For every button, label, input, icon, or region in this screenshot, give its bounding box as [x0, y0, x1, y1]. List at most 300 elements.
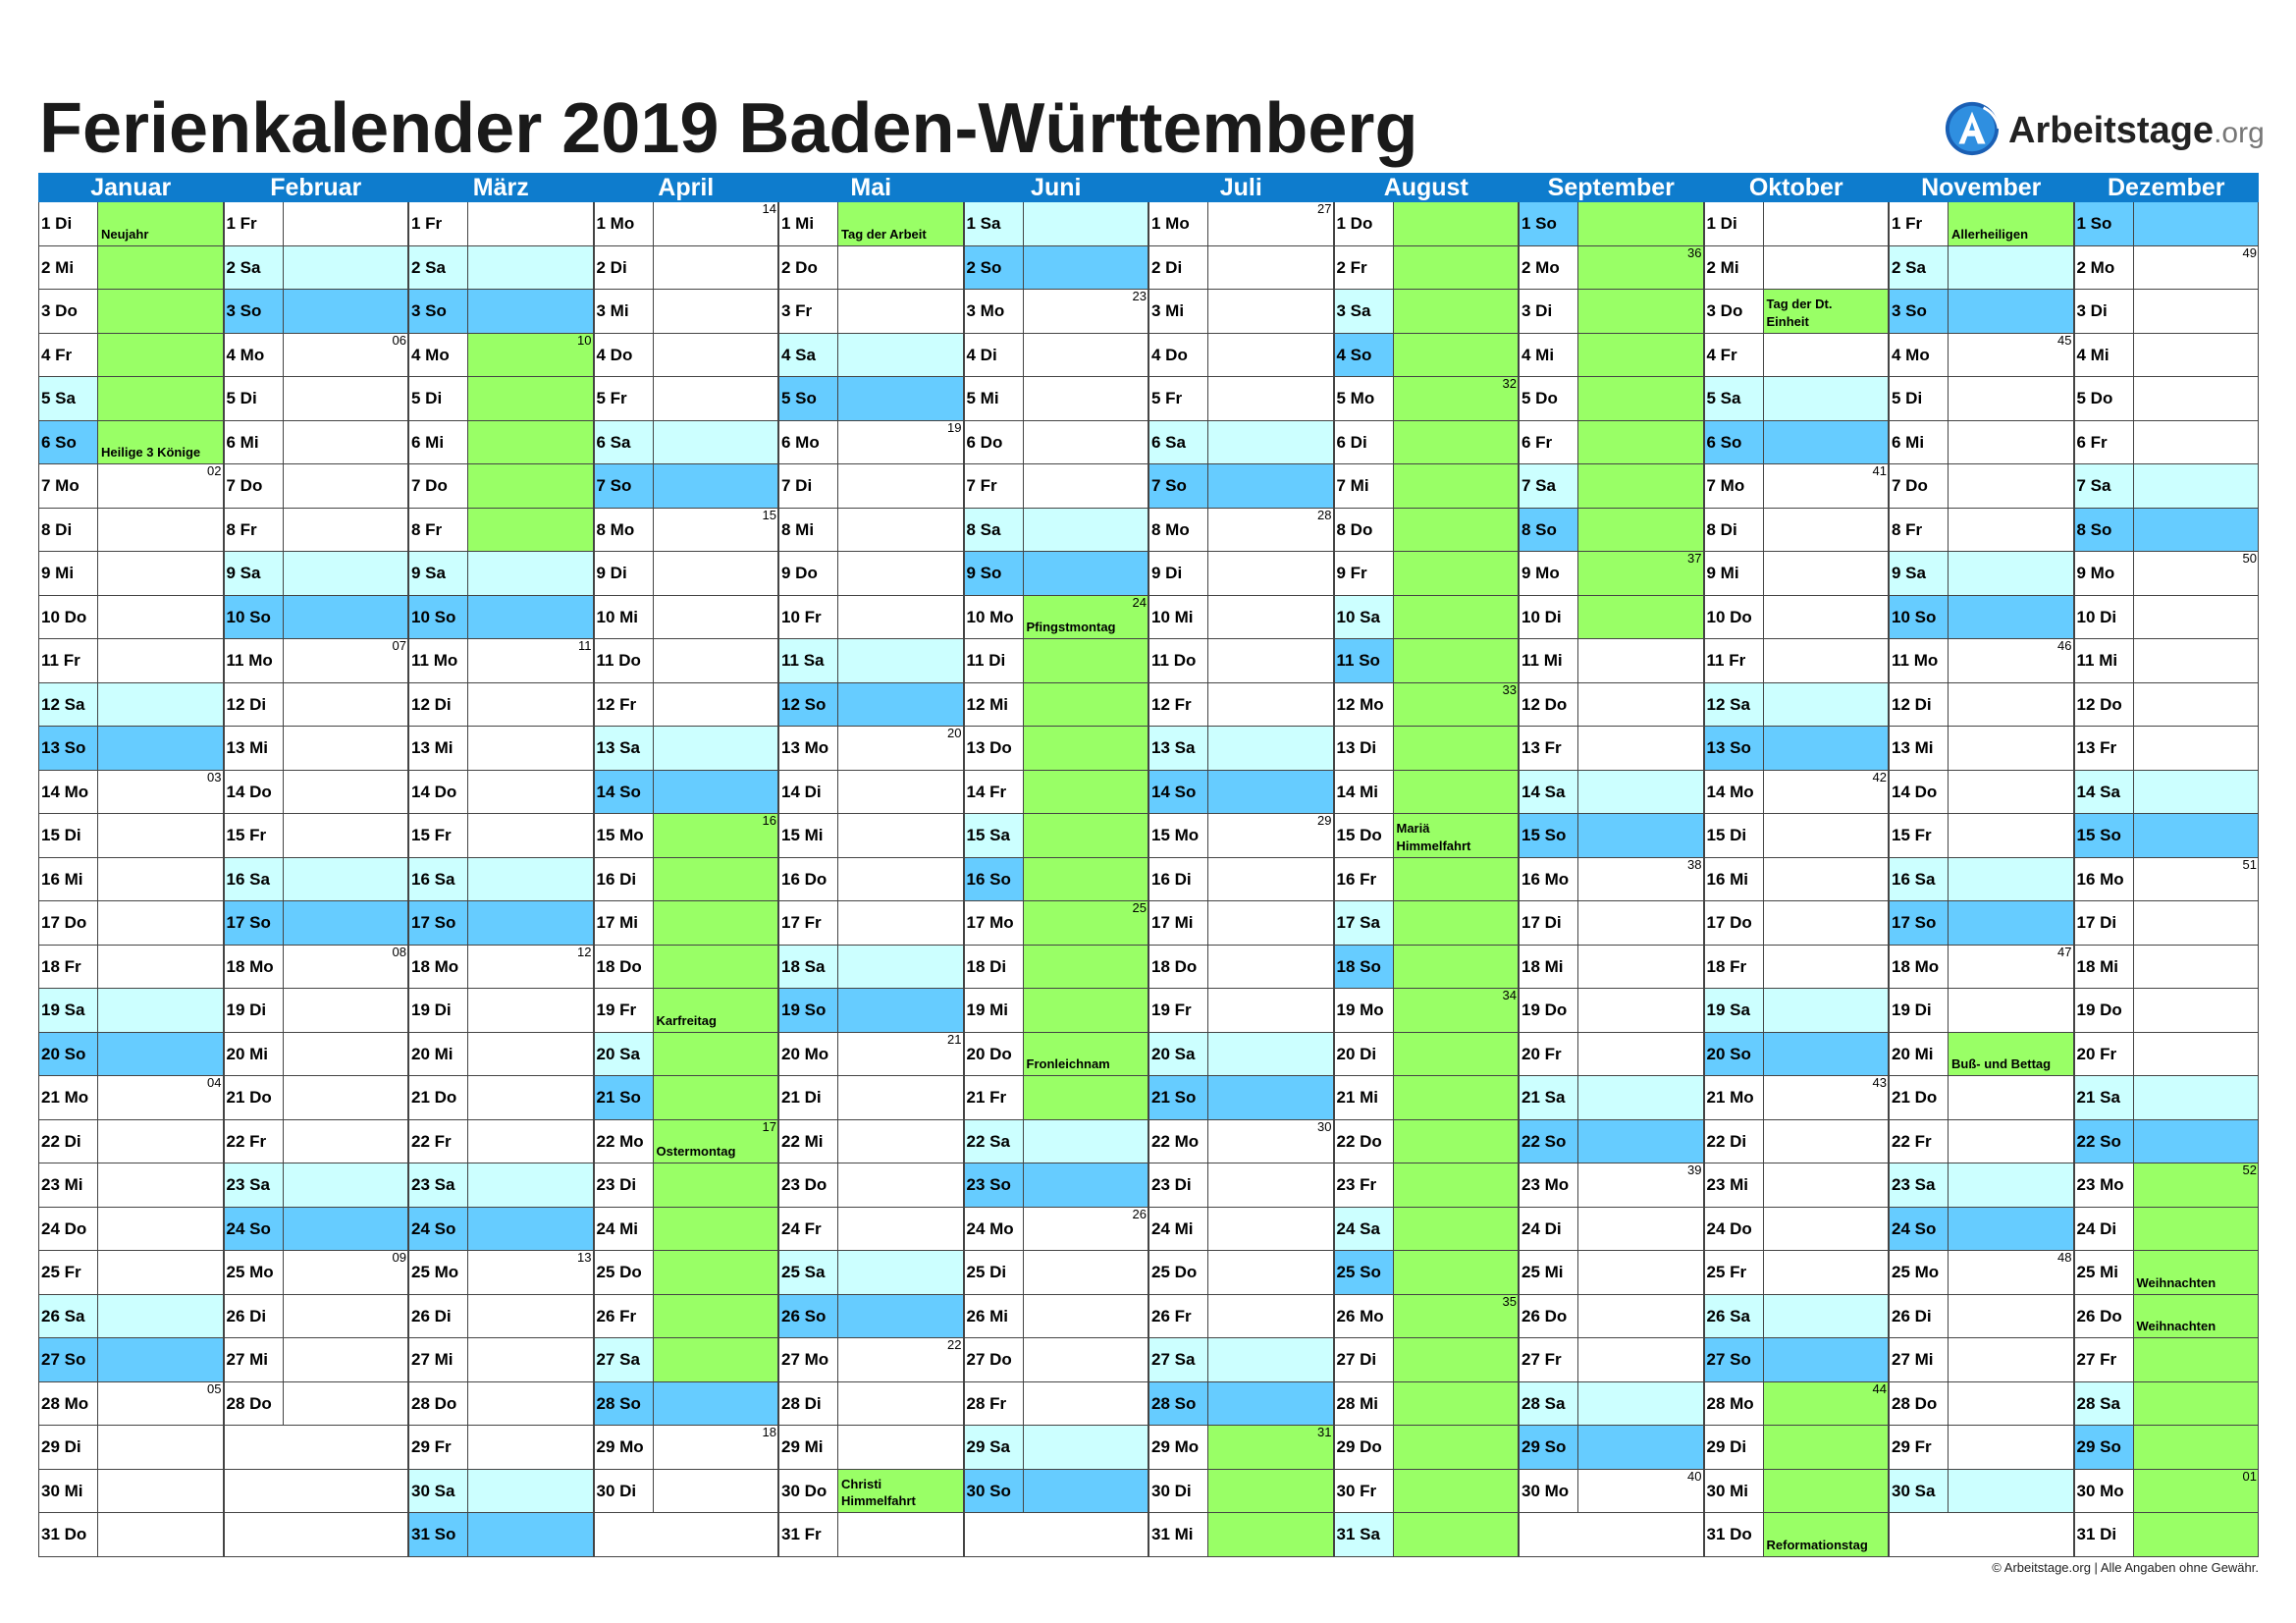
day-label: 26 Sa: [1705, 1295, 1764, 1338]
day-note-area: [284, 946, 408, 989]
day-cell: [408, 1382, 594, 1427]
day-label: 4 Do: [595, 334, 654, 377]
day-label: 29 Sa: [965, 1426, 1024, 1469]
day-cell: [224, 946, 409, 990]
day-label: 16 Di: [1149, 858, 1208, 901]
day-label: 2 Do: [779, 246, 838, 290]
day-cell: [408, 639, 594, 683]
day-cell: [2074, 989, 2260, 1033]
day-cell: [964, 989, 1149, 1033]
day-note-area: [2134, 246, 2259, 290]
day-label: 14 Do: [409, 771, 468, 814]
day-cell: [964, 901, 1149, 946]
day-note-area: [284, 771, 408, 814]
day-label: 25 Do: [595, 1251, 654, 1294]
day-label: 21 Sa: [1520, 1076, 1578, 1119]
day-note-area: [284, 290, 408, 333]
day-label: 5 Di: [225, 377, 284, 420]
day-cell: [964, 639, 1149, 683]
day-label: 3 Mi: [595, 290, 654, 333]
day-label: 8 Di: [39, 509, 98, 552]
day-cell: [224, 727, 409, 771]
day-label: 13 Fr: [2075, 727, 2134, 770]
day-cell: [594, 1426, 779, 1470]
day-cell: [1519, 334, 1704, 378]
day-note-area: [468, 1208, 593, 1251]
day-cell: [408, 858, 594, 902]
day-cell: [2074, 1076, 2260, 1120]
day-cell: [778, 1163, 964, 1208]
day-cell: [1704, 1120, 1890, 1164]
day-note-area: [284, 1382, 408, 1426]
day-label: 4 Mi: [1520, 334, 1578, 377]
day-note-area: [1024, 509, 1148, 552]
day-cell: [1704, 464, 1890, 509]
day-note-area: [1024, 596, 1148, 639]
day-cell: [1519, 202, 1704, 246]
day-label: 3 Di: [1520, 290, 1578, 333]
day-note-area: [838, 377, 963, 420]
day-note-area: [838, 639, 963, 682]
day-label: 19 Mi: [965, 989, 1024, 1032]
day-cell: [408, 727, 594, 771]
page-title: Ferienkalender 2019 Baden-Württemberg: [39, 89, 1418, 168]
day-cell: [594, 334, 779, 378]
day-cell: [2074, 290, 2260, 334]
day-note-area: [838, 1338, 963, 1381]
day-cell: [1148, 1338, 1334, 1382]
day-note-area: [1949, 334, 2073, 377]
day-cell: [594, 1382, 779, 1427]
day-label: 9 Di: [1149, 552, 1208, 595]
day-note-area: [98, 464, 223, 508]
day-label: 27 Mo: [779, 1338, 838, 1381]
day-label: 18 Fr: [39, 946, 98, 989]
holiday-label: Weihnachten: [2136, 1319, 2216, 1334]
day-label: 23 So: [965, 1163, 1024, 1207]
day-cell: [594, 771, 779, 815]
day-label: 16 So: [965, 858, 1024, 901]
day-cell: [38, 1470, 224, 1514]
day-label: 28 So: [1149, 1382, 1208, 1426]
day-cell: [1889, 1208, 2074, 1252]
day-note-area: [1394, 1470, 1519, 1513]
day-label: 25 Fr: [1705, 1251, 1764, 1294]
day-cell: [1519, 683, 1704, 728]
day-note-area: [98, 901, 223, 945]
day-label: 10 Di: [2075, 596, 2134, 639]
day-note-area: [1024, 334, 1148, 377]
day-cell: [778, 509, 964, 553]
day-label: 8 So: [2075, 509, 2134, 552]
day-label: 8 Fr: [1890, 509, 1949, 552]
holiday-label: Mariä Himmelfahrt: [1396, 821, 1471, 853]
day-note-area: [1208, 421, 1333, 464]
day-cell: [1889, 377, 2074, 421]
day-label: 26 Di: [409, 1295, 468, 1338]
day-label: 28 So: [595, 1382, 654, 1426]
day-label: 19 So: [779, 989, 838, 1032]
day-cell: [408, 509, 594, 553]
day-cell: [1519, 771, 1704, 815]
day-label: 14 Mi: [1335, 771, 1394, 814]
day-note-area: [1394, 814, 1519, 857]
week-number: 41: [1872, 463, 1887, 478]
day-cell: [1889, 334, 2074, 378]
day-label: 25 Sa: [779, 1251, 838, 1294]
day-cell: [1889, 464, 2074, 509]
day-note-area: [1394, 1338, 1519, 1381]
day-note-area: [1949, 1120, 2073, 1163]
day-cell: [408, 1295, 594, 1339]
day-label: 7 Fr: [965, 464, 1024, 508]
day-note-area: [1949, 1338, 2073, 1381]
day-note-area: [1208, 771, 1333, 814]
day-label: 28 Do: [1890, 1382, 1949, 1426]
day-cell: [778, 334, 964, 378]
day-note-area: [1208, 1513, 1333, 1556]
day-cell: [1519, 1120, 1704, 1164]
day-cell: [224, 1382, 409, 1427]
day-cell: [1704, 1513, 1890, 1557]
day-label: 18 So: [1335, 946, 1394, 989]
day-note-area: [1208, 1295, 1333, 1338]
day-note-area: [284, 1338, 408, 1381]
day-note-area: [1764, 1426, 1889, 1469]
day-cell: [1704, 683, 1890, 728]
day-label: 6 Sa: [595, 421, 654, 464]
day-label: 23 Mi: [39, 1163, 98, 1207]
day-note-area: [1394, 639, 1519, 682]
day-label: 7 Do: [225, 464, 284, 508]
day-label: 9 Sa: [1890, 552, 1949, 595]
day-label: 3 Sa: [1335, 290, 1394, 333]
day-label: 26 Fr: [1149, 1295, 1208, 1338]
day-cell: [1334, 1076, 1520, 1120]
day-cell: [594, 901, 779, 946]
day-note-area: [1949, 683, 2073, 727]
day-note-area: [98, 1295, 223, 1338]
day-label: 4 Fr: [1705, 334, 1764, 377]
day-cell: [408, 1076, 594, 1120]
day-cell: [1148, 290, 1334, 334]
day-label: 16 Mi: [39, 858, 98, 901]
day-label: 10 Do: [39, 596, 98, 639]
day-label: 10 Mo: [965, 596, 1024, 639]
day-cell: [778, 596, 964, 640]
day-label: 16 Fr: [1335, 858, 1394, 901]
day-label: 4 Do: [1149, 334, 1208, 377]
day-label: 26 Fr: [595, 1295, 654, 1338]
day-label: 14 Sa: [2075, 771, 2134, 814]
day-label: 13 Sa: [1149, 727, 1208, 770]
day-label: 1 Sa: [965, 202, 1024, 245]
day-cell: [224, 1076, 409, 1120]
day-cell: [1334, 1295, 1520, 1339]
day-note-area: [284, 858, 408, 901]
day-note-area: [838, 901, 963, 945]
day-cell: [1334, 1251, 1520, 1295]
week-number: 45: [2057, 332, 2072, 348]
week-number: 31: [1317, 1425, 1332, 1439]
day-note-area: [468, 596, 593, 639]
day-cell: [1519, 901, 1704, 946]
week-number: 40: [1687, 1468, 1702, 1484]
empty-cell: [224, 1426, 409, 1470]
day-label: 28 Do: [225, 1382, 284, 1426]
month-header: Juli: [1148, 173, 1334, 202]
day-cell: [1704, 639, 1890, 683]
day-label: 20 Sa: [595, 1033, 654, 1076]
day-label: 12 Di: [409, 683, 468, 727]
day-cell: [1334, 596, 1520, 640]
day-note-area: [1024, 1251, 1148, 1294]
day-label: 31 Do: [39, 1513, 98, 1556]
day-label: 8 Di: [1705, 509, 1764, 552]
day-cell: [594, 421, 779, 465]
day-label: 4 So: [1335, 334, 1394, 377]
day-label: 5 Di: [409, 377, 468, 420]
day-label: 29 Fr: [409, 1426, 468, 1469]
day-cell: [1704, 1163, 1890, 1208]
day-label: 26 Di: [225, 1295, 284, 1338]
day-cell: [38, 1513, 224, 1557]
day-cell: [1519, 377, 1704, 421]
day-note-area: [1764, 727, 1889, 770]
day-cell: [1148, 377, 1334, 421]
day-label: 12 Do: [1520, 683, 1578, 727]
day-label: 14 So: [595, 771, 654, 814]
day-note-area: [98, 552, 223, 595]
day-cell: [1334, 464, 1520, 509]
day-note-area: [98, 727, 223, 770]
day-note-area: [838, 1076, 963, 1119]
day-label: 5 Do: [1520, 377, 1578, 420]
day-note-area: [2134, 1338, 2259, 1381]
day-note-area: [1208, 596, 1333, 639]
day-note-area: [1208, 202, 1333, 245]
holiday-label: Karfreitag: [656, 1012, 717, 1028]
day-cell: [1889, 596, 2074, 640]
day-note-area: [838, 552, 963, 595]
day-note-area: [1024, 771, 1148, 814]
day-label: 18 Do: [595, 946, 654, 989]
day-cell: [1334, 727, 1520, 771]
day-cell: [1704, 771, 1890, 815]
day-label: 5 Mi: [965, 377, 1024, 420]
day-label: 16 Sa: [1890, 858, 1949, 901]
month-header: April: [594, 173, 779, 202]
day-note-area: [2134, 639, 2259, 682]
day-cell: [1889, 858, 2074, 902]
arbeitstage-logo-icon: [1944, 100, 2001, 157]
day-note-area: [1949, 377, 2073, 420]
week-number: 44: [1872, 1380, 1887, 1396]
day-label: 21 Do: [409, 1076, 468, 1119]
day-cell: [1519, 1338, 1704, 1382]
day-note-area: [1394, 1251, 1519, 1294]
day-label: 1 Fr: [1890, 202, 1949, 245]
day-label: 6 Fr: [1520, 421, 1578, 464]
day-cell: [594, 1208, 779, 1252]
day-note-area: [98, 1208, 223, 1251]
month-column-0: [38, 173, 224, 1557]
day-note-area: [654, 989, 778, 1032]
day-cell: [224, 1251, 409, 1295]
day-label: 19 Di: [225, 989, 284, 1032]
day-cell: [1704, 290, 1890, 334]
day-cell: [408, 1470, 594, 1514]
day-cell: [224, 1208, 409, 1252]
day-label: 11 Fr: [39, 639, 98, 682]
day-label: 21 So: [1149, 1076, 1208, 1119]
day-note-area: [1764, 334, 1889, 377]
day-cell: [1889, 1033, 2074, 1077]
day-note-area: [98, 639, 223, 682]
day-cell: [964, 246, 1149, 291]
day-label: 13 Do: [965, 727, 1024, 770]
month-header: Februar: [224, 173, 409, 202]
day-note-area: [1394, 552, 1519, 595]
day-note-area: [1208, 290, 1333, 333]
day-cell: [1889, 1076, 2074, 1120]
day-cell: [964, 1382, 1149, 1427]
day-cell: [1519, 639, 1704, 683]
day-cell: [964, 334, 1149, 378]
day-cell: [38, 377, 224, 421]
day-note-area: [1949, 639, 2073, 682]
day-note-area: [284, 246, 408, 290]
day-label: 22 Mi: [779, 1120, 838, 1163]
day-label: 10 Do: [1705, 596, 1764, 639]
day-label: 4 Mo: [1890, 334, 1949, 377]
day-label: 5 So: [779, 377, 838, 420]
day-cell: [594, 814, 779, 858]
holiday-label: Fronleichnam: [1026, 1056, 1110, 1072]
day-note-area: [2134, 464, 2259, 508]
day-note-area: [284, 901, 408, 945]
week-number: 35: [1502, 1293, 1517, 1309]
day-label: 19 Do: [2075, 989, 2134, 1032]
day-note-area: [1024, 1120, 1148, 1163]
day-note-area: [1764, 464, 1889, 508]
day-cell: [38, 1076, 224, 1120]
day-note-area: [1578, 639, 1703, 682]
day-cell: [1148, 858, 1334, 902]
day-label: 24 Do: [1705, 1208, 1764, 1251]
day-label: 13 Fr: [1520, 727, 1578, 770]
day-cell: [38, 901, 224, 946]
day-cell: [1889, 1251, 2074, 1295]
day-label: 8 Mi: [779, 509, 838, 552]
day-note-area: [468, 1426, 593, 1469]
day-label: 10 Fr: [779, 596, 838, 639]
day-cell: [1334, 683, 1520, 728]
day-label: 13 Mi: [1890, 727, 1949, 770]
day-note-area: [1024, 246, 1148, 290]
week-number: 26: [1132, 1206, 1147, 1221]
day-note-area: [98, 1338, 223, 1381]
week-number: 22: [947, 1337, 962, 1352]
day-label: 5 Sa: [1705, 377, 1764, 420]
day-cell: [1334, 552, 1520, 596]
day-cell: [408, 290, 594, 334]
day-cell: [408, 989, 594, 1033]
day-note-area: [284, 552, 408, 595]
day-note-area: [654, 814, 778, 857]
day-cell: [1148, 334, 1334, 378]
day-cell: [408, 1120, 594, 1164]
day-cell: [38, 858, 224, 902]
day-label: 20 So: [39, 1033, 98, 1076]
day-cell: [594, 1076, 779, 1120]
day-note-area: [1949, 901, 2073, 945]
empty-cell: [964, 1513, 1149, 1557]
day-label: 14 Sa: [1520, 771, 1578, 814]
day-cell: [1704, 1208, 1890, 1252]
day-label: 3 So: [225, 290, 284, 333]
day-note-area: [468, 1033, 593, 1076]
day-cell: [224, 814, 409, 858]
day-label: 19 Mo: [1335, 989, 1394, 1032]
arbeitstage-logo[interactable]: [1944, 98, 2265, 161]
day-note-area: [654, 858, 778, 901]
day-label: 29 Mo: [1149, 1426, 1208, 1469]
day-cell: [38, 1382, 224, 1427]
day-label: 28 Mi: [1335, 1382, 1394, 1426]
day-note-area: [1764, 246, 1889, 290]
day-label: 6 Mi: [1890, 421, 1949, 464]
day-label: 26 Do: [1520, 1295, 1578, 1338]
month-header: März: [408, 173, 594, 202]
week-number: 32: [1502, 376, 1517, 391]
day-cell: [1519, 1470, 1704, 1514]
day-cell: [224, 858, 409, 902]
day-note-area: [1949, 246, 2073, 290]
day-label: 26 Mi: [965, 1295, 1024, 1338]
logo-brand-text: Arbeitstage: [2008, 110, 2215, 151]
day-cell: [224, 901, 409, 946]
day-note-area: [284, 989, 408, 1032]
day-note-area: [1024, 1338, 1148, 1381]
day-note-area: [654, 421, 778, 464]
day-cell: [964, 1251, 1149, 1295]
day-note-area: [1949, 1076, 2073, 1119]
day-label: 4 Fr: [39, 334, 98, 377]
day-note-area: [284, 639, 408, 682]
day-label: 12 Di: [225, 683, 284, 727]
day-cell: [38, 1163, 224, 1208]
day-cell: [778, 1033, 964, 1077]
day-note-area: [1949, 1033, 2073, 1076]
day-note-area: [1024, 1382, 1148, 1426]
day-cell: [1148, 1426, 1334, 1470]
day-note-area: [838, 683, 963, 727]
week-number: 05: [207, 1380, 222, 1396]
day-cell: [778, 1295, 964, 1339]
day-label: 22 Fr: [225, 1120, 284, 1163]
month-column-2: [408, 173, 594, 1557]
day-cell: [2074, 464, 2260, 509]
day-cell: [778, 858, 964, 902]
day-label: 3 Mi: [1149, 290, 1208, 333]
day-label: 12 Mi: [965, 683, 1024, 727]
day-note-area: [1208, 989, 1333, 1032]
day-note-area: [2134, 334, 2259, 377]
day-note-area: [468, 377, 593, 420]
day-cell: [1148, 946, 1334, 990]
day-cell: [964, 421, 1149, 465]
